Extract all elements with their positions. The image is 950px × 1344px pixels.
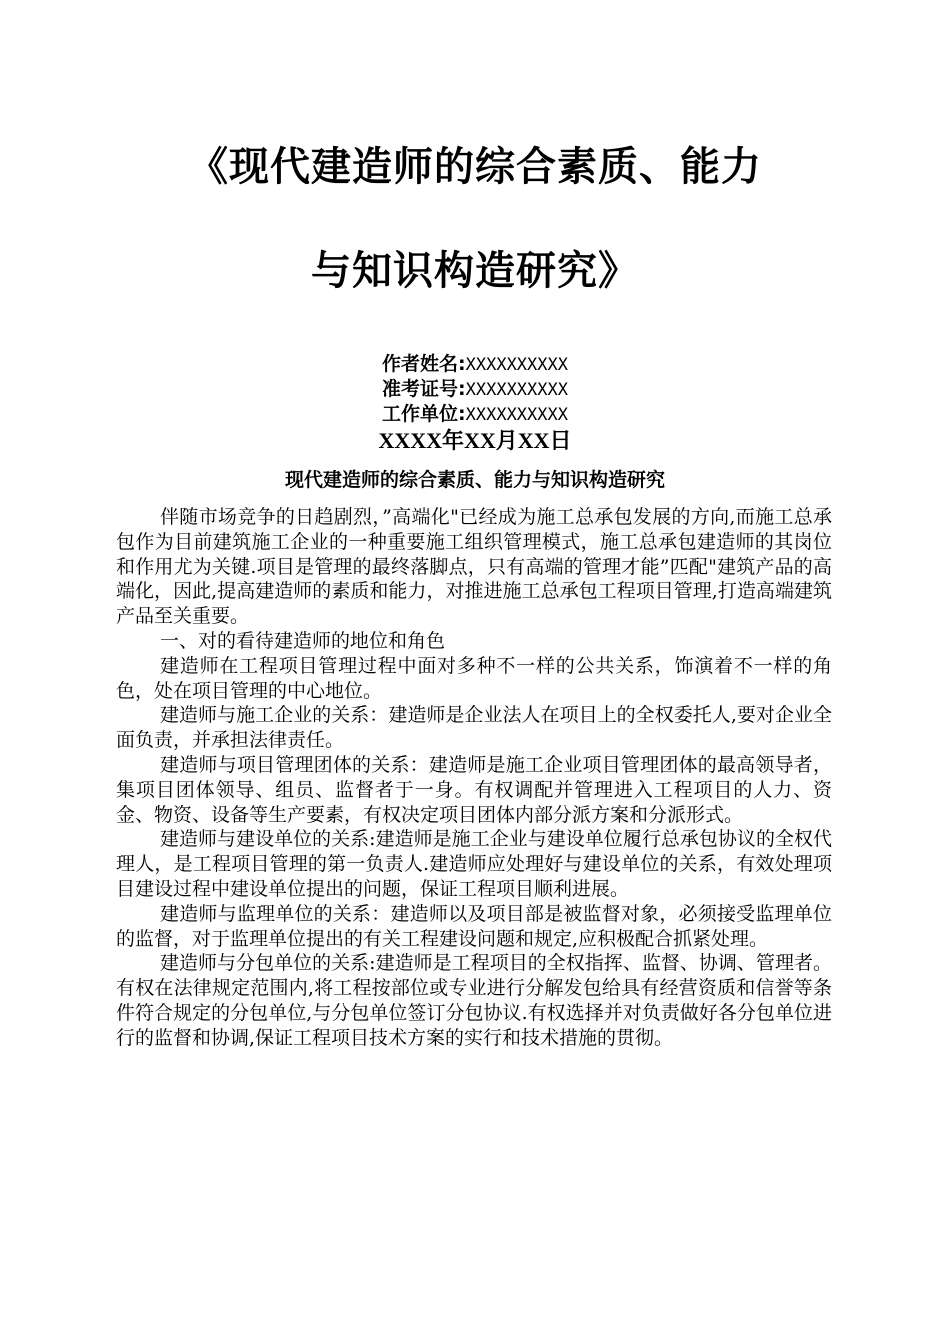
work-unit-line	[0, 402, 950, 427]
work-unit-label: 工作单位:	[382, 403, 466, 425]
document-title-line-1: 《现代建造师的综合素质、能力	[188, 144, 762, 190]
document-title-line-2: 与知识构造研究》	[311, 248, 639, 294]
exam-id-line	[0, 377, 950, 402]
author-info-block	[0, 352, 950, 455]
paragraph: 建造师在工程项目管理过程中面对多种不一样的公共关系，饰演着不一样的角色，处在项目管理的中心地位。	[116, 654, 832, 702]
exam-id-value: XXXXXXXXXX	[465, 380, 568, 400]
paragraph: 建造师与监理单位的关系：建造师以及项目部是被监督对象，必须接受监理单位的监督，对于监理单位提出的有关工程建设问题和规定,应积极配合抓紧处理。	[116, 902, 832, 950]
paragraph: 建造师与项目管理团体的关系：建造师是施工企业项目管理团体的最高领导者，集项目团体领导、组员、监督者于一身。有权调配并管理进入工程项目的人力、资金、物资、设备等生产要素，有权决定项目团体内部分派方案和分派形式。	[116, 753, 832, 826]
work-unit-value: XXXXXXXXXX	[465, 405, 568, 425]
body-text	[116, 505, 832, 1051]
paragraph: 建造师与施工企业的关系：建造师是企业法人在项目上的全权委托人,要对企业全面负责，并承担法律责任。	[116, 704, 832, 752]
document-date: XXXX年XX月XX日	[378, 428, 572, 453]
paragraph: 建造师与建设单位的关系:建造师是施工企业与建设单位履行总承包协议的全权代理人，是工程项目管理的第一负责人.建造师应处理好与建设单位的关系，有效处理项目建设过程中建设单位提出的问题，保证工程项目顺利进展。	[116, 828, 832, 900]
author-name-label: 作者姓名:	[382, 353, 466, 375]
author-name-value: XXXXXXXXXX	[465, 355, 568, 375]
exam-id-label: 准考证号:	[382, 378, 466, 400]
author-name-line	[0, 352, 950, 377]
paragraph: 建造师与分包单位的关系:建造师是工程项目的全权指挥、监督、协调、管理者。有权在法律规定范围内,将工程按部位或专业进行分解发包给具有经营资质和信誉等条件符合规定的分包单位,与分包单位签订分包协议.有权选择并对负责做好各分包单位进行的监督和协调,保证工程项目技术方案的实行和技术措施的贯彻。	[116, 952, 832, 1049]
section-heading: 一、对的看待建造师的地位和角色	[160, 629, 446, 652]
paragraph: 伴随市场竞争的日趋剧烈，”高端化"已经成为施工总承包发展的方向,而施工总承包作为目前建筑施工企业的一种重要施工组织管理模式，施工总承包建造师的其岗位和作用尤为关键.项目是管理的最终落脚点，只有高端的管理才能”匹配"建筑产品的高端化，因此,提高建造师的素质和能力，对推进施工总承包工程项目管理,打造高端建筑产品至关重要。	[116, 506, 832, 628]
section-subtitle: 现代建造师的综合素质、能力与知识构造研究	[284, 469, 665, 491]
